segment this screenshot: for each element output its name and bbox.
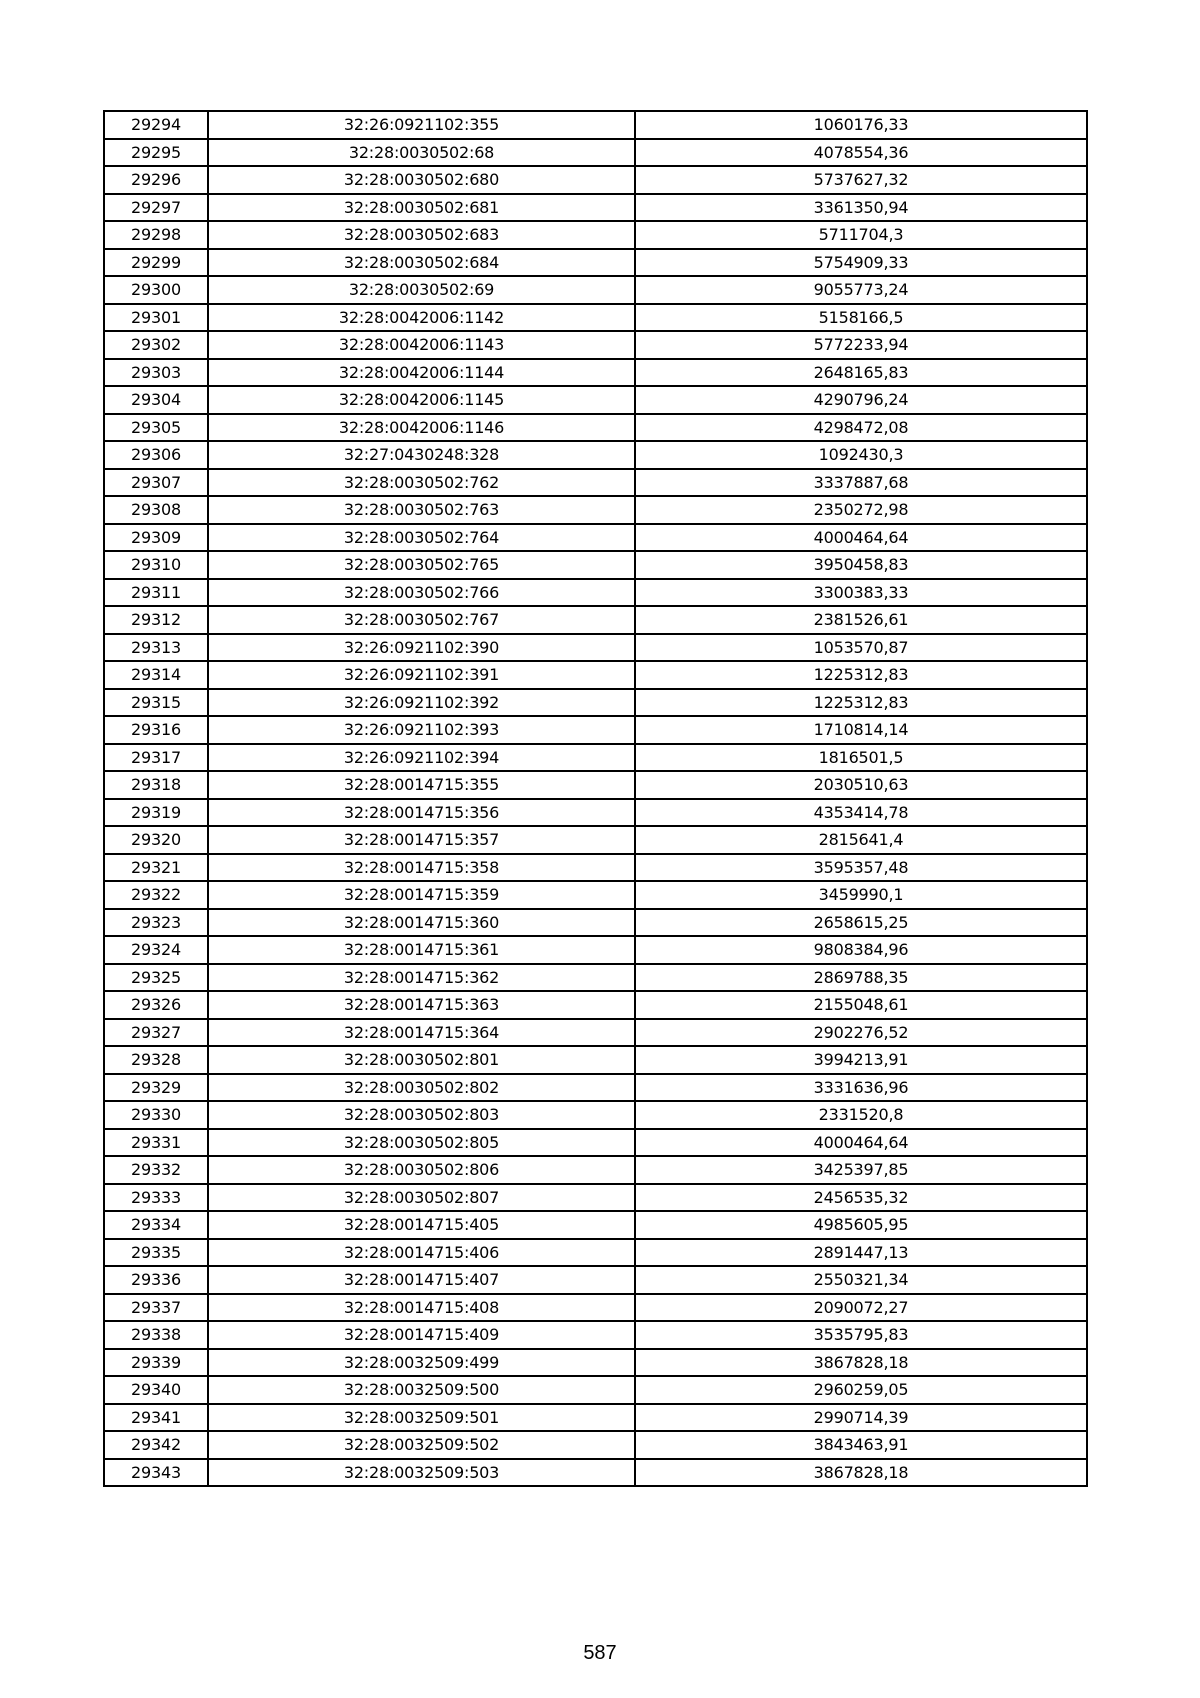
table-row <box>104 634 1087 662</box>
row-number-cell: 29339 <box>104 1349 208 1377</box>
table-row <box>104 414 1087 442</box>
cadastral-number-cell: 32:28:0014715:405 <box>208 1211 635 1239</box>
cadastral-number-cell: 32:28:0042006:1142 <box>208 304 635 332</box>
table-row <box>104 386 1087 414</box>
table-row <box>104 881 1087 909</box>
row-number-cell: 29312 <box>104 606 208 634</box>
value-cell: 4290796,24 <box>635 386 1087 414</box>
value-cell: 9808384,96 <box>635 936 1087 964</box>
table-row <box>104 771 1087 799</box>
cadastral-number-cell: 32:28:0030502:765 <box>208 551 635 579</box>
row-number-cell: 29335 <box>104 1239 208 1267</box>
value-cell: 5772233,94 <box>635 331 1087 359</box>
row-number-cell: 29313 <box>104 634 208 662</box>
row-number-cell: 29331 <box>104 1129 208 1157</box>
cadastral-number-cell: 32:28:0014715:356 <box>208 799 635 827</box>
row-number-cell: 29329 <box>104 1074 208 1102</box>
value-cell: 3337887,68 <box>635 469 1087 497</box>
value-cell: 3994213,91 <box>635 1046 1087 1074</box>
cadastral-number-cell: 32:26:0921102:393 <box>208 716 635 744</box>
cadastral-number-cell: 32:28:0014715:409 <box>208 1321 635 1349</box>
row-number-cell: 29328 <box>104 1046 208 1074</box>
value-cell: 2090072,27 <box>635 1294 1087 1322</box>
table-row <box>104 359 1087 387</box>
row-number-cell: 29319 <box>104 799 208 827</box>
row-number-cell: 29318 <box>104 771 208 799</box>
value-cell: 2350272,98 <box>635 496 1087 524</box>
table-row <box>104 139 1087 167</box>
row-number-cell: 29305 <box>104 414 208 442</box>
cadastral-number-cell: 32:28:0030502:684 <box>208 249 635 277</box>
row-number-cell: 29342 <box>104 1431 208 1459</box>
value-cell: 3867828,18 <box>635 1459 1087 1487</box>
table-row <box>104 1101 1087 1129</box>
table-row <box>104 854 1087 882</box>
value-cell: 4000464,64 <box>635 1129 1087 1157</box>
table-row <box>104 909 1087 937</box>
table-row <box>104 304 1087 332</box>
table-row <box>104 551 1087 579</box>
cadastral-number-cell: 32:28:0030502:802 <box>208 1074 635 1102</box>
table-row <box>104 111 1087 139</box>
value-cell: 2381526,61 <box>635 606 1087 634</box>
row-number-cell: 29325 <box>104 964 208 992</box>
row-number-cell: 29302 <box>104 331 208 359</box>
table-row <box>104 1074 1087 1102</box>
table-row <box>104 276 1087 304</box>
table-row <box>104 194 1087 222</box>
cadastral-number-cell: 32:28:0042006:1143 <box>208 331 635 359</box>
cadastral-number-cell: 32:28:0030502:801 <box>208 1046 635 1074</box>
cadastral-number-cell: 32:27:0430248:328 <box>208 441 635 469</box>
value-cell: 2869788,35 <box>635 964 1087 992</box>
value-cell: 3459990,1 <box>635 881 1087 909</box>
value-cell: 9055773,24 <box>635 276 1087 304</box>
value-cell: 3425397,85 <box>635 1156 1087 1184</box>
row-number-cell: 29330 <box>104 1101 208 1129</box>
cadastral-number-cell: 32:26:0921102:391 <box>208 661 635 689</box>
cadastral-number-cell: 32:28:0030502:683 <box>208 221 635 249</box>
cadastral-number-cell: 32:28:0030502:681 <box>208 194 635 222</box>
table-row <box>104 1046 1087 1074</box>
row-number-cell: 29327 <box>104 1019 208 1047</box>
row-number-cell: 29337 <box>104 1294 208 1322</box>
cadastral-number-cell: 32:28:0014715:408 <box>208 1294 635 1322</box>
table-row <box>104 606 1087 634</box>
table-row <box>104 1211 1087 1239</box>
table-row <box>104 1019 1087 1047</box>
cadastral-number-cell: 32:28:0014715:359 <box>208 881 635 909</box>
value-cell: 3867828,18 <box>635 1349 1087 1377</box>
value-cell: 3595357,48 <box>635 854 1087 882</box>
table-row <box>104 799 1087 827</box>
row-number-cell: 29309 <box>104 524 208 552</box>
cadastral-number-cell: 32:28:0030502:764 <box>208 524 635 552</box>
row-number-cell: 29303 <box>104 359 208 387</box>
cadastral-number-cell: 32:28:0014715:407 <box>208 1266 635 1294</box>
row-number-cell: 29295 <box>104 139 208 167</box>
value-cell: 1053570,87 <box>635 634 1087 662</box>
cadastral-number-cell: 32:28:0030502:69 <box>208 276 635 304</box>
table-row <box>104 744 1087 772</box>
cadastral-number-cell: 32:28:0030502:763 <box>208 496 635 524</box>
table-row <box>104 166 1087 194</box>
cadastral-number-cell: 32:28:0042006:1144 <box>208 359 635 387</box>
value-cell: 1710814,14 <box>635 716 1087 744</box>
row-number-cell: 29299 <box>104 249 208 277</box>
cadastral-number-cell: 32:28:0030502:762 <box>208 469 635 497</box>
value-cell: 3331636,96 <box>635 1074 1087 1102</box>
row-number-cell: 29315 <box>104 689 208 717</box>
value-cell: 2815641,4 <box>635 826 1087 854</box>
value-cell: 1092430,3 <box>635 441 1087 469</box>
cadastral-number-cell: 32:28:0014715:357 <box>208 826 635 854</box>
cadastral-number-cell: 32:28:0014715:358 <box>208 854 635 882</box>
row-number-cell: 29296 <box>104 166 208 194</box>
cadastral-number-cell: 32:28:0042006:1145 <box>208 386 635 414</box>
cadastral-number-cell: 32:28:0030502:806 <box>208 1156 635 1184</box>
row-number-cell: 29314 <box>104 661 208 689</box>
table-row <box>104 1321 1087 1349</box>
row-number-cell: 29340 <box>104 1376 208 1404</box>
row-number-cell: 29338 <box>104 1321 208 1349</box>
table-row <box>104 964 1087 992</box>
value-cell: 5754909,33 <box>635 249 1087 277</box>
value-cell: 1816501,5 <box>635 744 1087 772</box>
table-row <box>104 496 1087 524</box>
value-cell: 2960259,05 <box>635 1376 1087 1404</box>
cadastral-number-cell: 32:28:0032509:500 <box>208 1376 635 1404</box>
row-number-cell: 29297 <box>104 194 208 222</box>
cadastral-number-cell: 32:28:0042006:1146 <box>208 414 635 442</box>
value-cell: 2990714,39 <box>635 1404 1087 1432</box>
value-cell: 2030510,63 <box>635 771 1087 799</box>
cadastral-number-cell: 32:28:0030502:68 <box>208 139 635 167</box>
cadastral-number-cell: 32:28:0014715:362 <box>208 964 635 992</box>
value-cell: 2331520,8 <box>635 1101 1087 1129</box>
cadastral-number-cell: 32:28:0030502:766 <box>208 579 635 607</box>
value-cell: 1225312,83 <box>635 661 1087 689</box>
table-row <box>104 579 1087 607</box>
value-cell: 1060176,33 <box>635 111 1087 139</box>
row-number-cell: 29308 <box>104 496 208 524</box>
cadastral-number-cell: 32:28:0030502:805 <box>208 1129 635 1157</box>
value-cell: 4353414,78 <box>635 799 1087 827</box>
row-number-cell: 29321 <box>104 854 208 882</box>
value-cell: 5737627,32 <box>635 166 1087 194</box>
cadastral-number-cell: 32:28:0030502:767 <box>208 606 635 634</box>
value-cell: 5158166,5 <box>635 304 1087 332</box>
value-cell: 3535795,83 <box>635 1321 1087 1349</box>
row-number-cell: 29294 <box>104 111 208 139</box>
row-number-cell: 29310 <box>104 551 208 579</box>
cadastral-number-cell: 32:26:0921102:394 <box>208 744 635 772</box>
table-row <box>104 1266 1087 1294</box>
table-row <box>104 991 1087 1019</box>
cadastral-number-cell: 32:28:0032509:502 <box>208 1431 635 1459</box>
value-cell: 3300383,33 <box>635 579 1087 607</box>
table-row <box>104 1349 1087 1377</box>
table-row <box>104 1184 1087 1212</box>
row-number-cell: 29324 <box>104 936 208 964</box>
value-cell: 4298472,08 <box>635 414 1087 442</box>
table-row <box>104 826 1087 854</box>
row-number-cell: 29317 <box>104 744 208 772</box>
value-cell: 5711704,3 <box>635 221 1087 249</box>
table-row <box>104 1156 1087 1184</box>
row-number-cell: 29333 <box>104 1184 208 1212</box>
cadastral-number-cell: 32:26:0921102:390 <box>208 634 635 662</box>
cadastral-number-cell: 32:26:0921102:392 <box>208 689 635 717</box>
table-row <box>104 661 1087 689</box>
row-number-cell: 29332 <box>104 1156 208 1184</box>
cadastral-number-cell: 32:28:0032509:503 <box>208 1459 635 1487</box>
cadastral-number-cell: 32:28:0014715:406 <box>208 1239 635 1267</box>
table-row <box>104 1431 1087 1459</box>
cadastral-number-cell: 32:28:0032509:501 <box>208 1404 635 1432</box>
value-cell: 2456535,32 <box>635 1184 1087 1212</box>
table-row <box>104 221 1087 249</box>
table-row <box>104 716 1087 744</box>
row-number-cell: 29304 <box>104 386 208 414</box>
table-row <box>104 249 1087 277</box>
row-number-cell: 29316 <box>104 716 208 744</box>
row-number-cell: 29343 <box>104 1459 208 1487</box>
row-number-cell: 29341 <box>104 1404 208 1432</box>
table-row <box>104 469 1087 497</box>
row-number-cell: 29307 <box>104 469 208 497</box>
cadastral-number-cell: 32:28:0032509:499 <box>208 1349 635 1377</box>
row-number-cell: 29336 <box>104 1266 208 1294</box>
table-row <box>104 1129 1087 1157</box>
cadastral-number-cell: 32:28:0014715:360 <box>208 909 635 937</box>
value-cell: 4000464,64 <box>635 524 1087 552</box>
cadastral-number-cell: 32:28:0014715:361 <box>208 936 635 964</box>
row-number-cell: 29306 <box>104 441 208 469</box>
table-row <box>104 524 1087 552</box>
table-row <box>104 1294 1087 1322</box>
row-number-cell: 29322 <box>104 881 208 909</box>
table-row <box>104 1459 1087 1487</box>
value-cell: 4985605,95 <box>635 1211 1087 1239</box>
page-number: 587 <box>583 1642 617 1664</box>
table-row <box>104 441 1087 469</box>
row-number-cell: 29301 <box>104 304 208 332</box>
value-cell: 2155048,61 <box>635 991 1087 1019</box>
cadastral-value-table <box>103 110 1088 1487</box>
row-number-cell: 29311 <box>104 579 208 607</box>
row-number-cell: 29334 <box>104 1211 208 1239</box>
value-cell: 3361350,94 <box>635 194 1087 222</box>
row-number-cell: 29326 <box>104 991 208 1019</box>
value-cell: 3843463,91 <box>635 1431 1087 1459</box>
table-row <box>104 936 1087 964</box>
cadastral-number-cell: 32:28:0014715:364 <box>208 1019 635 1047</box>
table-row <box>104 1404 1087 1432</box>
table-row <box>104 1376 1087 1404</box>
table-row <box>104 689 1087 717</box>
value-cell: 4078554,36 <box>635 139 1087 167</box>
value-cell: 2891447,13 <box>635 1239 1087 1267</box>
row-number-cell: 29300 <box>104 276 208 304</box>
cadastral-number-cell: 32:26:0921102:355 <box>208 111 635 139</box>
cadastral-number-cell: 32:28:0030502:803 <box>208 1101 635 1129</box>
row-number-cell: 29323 <box>104 909 208 937</box>
table-row <box>104 331 1087 359</box>
cadastral-number-cell: 32:28:0014715:355 <box>208 771 635 799</box>
cadastral-number-cell: 32:28:0030502:807 <box>208 1184 635 1212</box>
value-cell: 2902276,52 <box>635 1019 1087 1047</box>
value-cell: 2550321,34 <box>635 1266 1087 1294</box>
value-cell: 2658615,25 <box>635 909 1087 937</box>
cadastral-number-cell: 32:28:0030502:680 <box>208 166 635 194</box>
table-row <box>104 1239 1087 1267</box>
table-body <box>104 111 1087 1486</box>
value-cell: 2648165,83 <box>635 359 1087 387</box>
cadastral-number-cell: 32:28:0014715:363 <box>208 991 635 1019</box>
row-number-cell: 29298 <box>104 221 208 249</box>
value-cell: 1225312,83 <box>635 689 1087 717</box>
value-cell: 3950458,83 <box>635 551 1087 579</box>
row-number-cell: 29320 <box>104 826 208 854</box>
